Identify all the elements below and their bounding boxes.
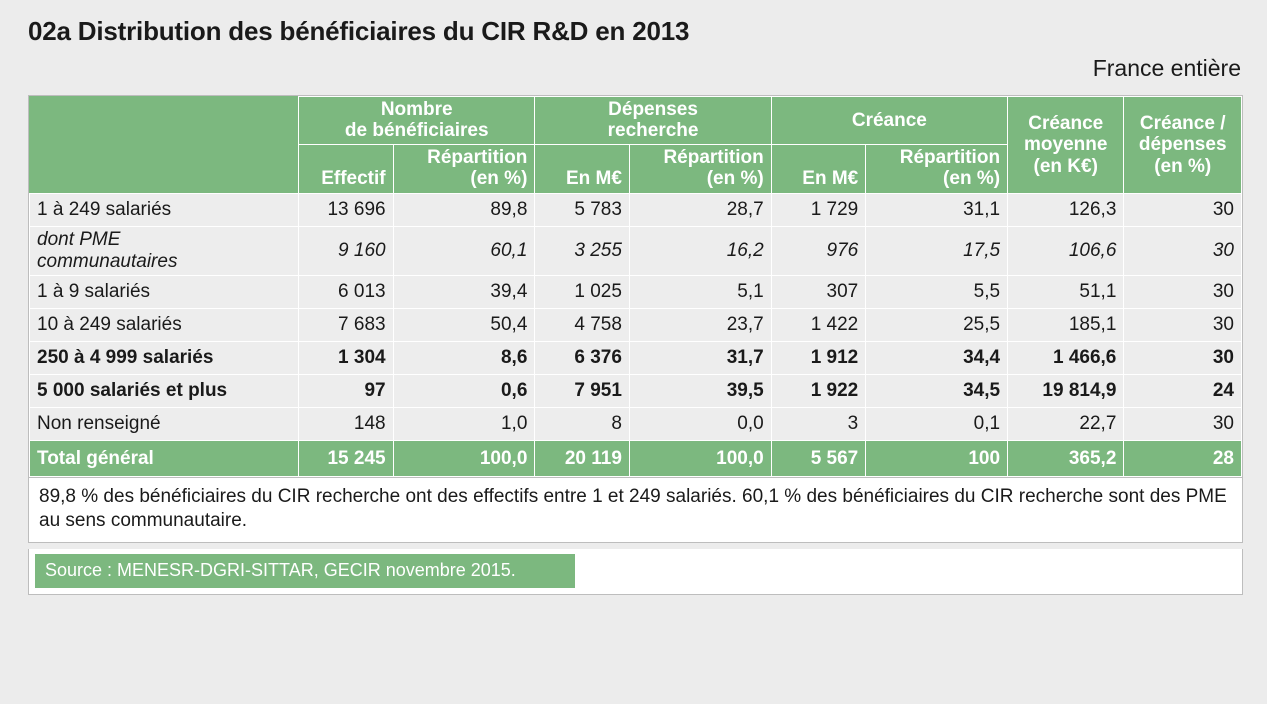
row-label [30,227,299,276]
cell-creance-me: 307 [771,276,866,309]
row-label: 1 à 249 salariés [30,194,299,227]
header-creance-moyenne-line1: Créance [1028,113,1104,135]
header-ratio-line2: dépenses [1138,134,1227,156]
total-effectif: 15 245 [299,441,394,477]
header-creance-moyenne-line3: (en K€) [1033,155,1098,177]
header-repartition-nombre-line1: Répartition [427,146,528,168]
cell-repartition-depenses: 23,7 [629,309,771,342]
header-creance-depenses-ratio [1124,97,1242,194]
cir-distribution-table [29,96,1242,477]
cell-effectif: 6 013 [299,276,394,309]
cell-creance-depenses: 30 [1124,309,1242,342]
header-repartition-nombre-line2: (en %) [470,167,528,189]
total-creance-moyenne: 365,2 [1008,441,1124,477]
cell-creance-depenses: 30 [1124,227,1242,276]
cell-repartition-depenses: 16,2 [629,227,771,276]
source-row [28,549,1243,595]
cell-repartition-creance: 34,5 [866,375,1008,408]
header-group-depenses [535,97,771,145]
cell-repartition-depenses: 39,5 [629,375,771,408]
cell-repartition-creance: 5,5 [866,276,1008,309]
cell-repartition-nombre: 50,4 [393,309,535,342]
cell-repartition-creance: 31,1 [866,194,1008,227]
cell-repartition-nombre: 89,8 [393,194,535,227]
header-creance-me: En M€ [771,144,866,194]
cell-repartition-nombre: 60,1 [393,227,535,276]
cell-creance-depenses: 30 [1124,276,1242,309]
cell-repartition-nombre: 1,0 [393,408,535,441]
cell-effectif: 13 696 [299,194,394,227]
cell-depenses-me: 3 255 [535,227,630,276]
header-repartition-nombre [393,144,535,194]
total-repartition-nombre: 100,0 [393,441,535,477]
table-row [30,194,1242,227]
cell-creance-depenses: 24 [1124,375,1242,408]
cell-effectif: 148 [299,408,394,441]
total-repartition-creance: 100 [866,441,1008,477]
cell-effectif: 7 683 [299,309,394,342]
table-row [30,276,1242,309]
table-head [30,97,1242,194]
cell-repartition-creance: 0,1 [866,408,1008,441]
table-body [30,194,1242,477]
table-row [30,408,1242,441]
cell-creance-moyenne: 185,1 [1008,309,1124,342]
header-group-creance: Créance [771,97,1007,145]
cell-repartition-nombre: 8,6 [393,342,535,375]
row-label: Non renseigné [30,408,299,441]
cell-repartition-nombre: 0,6 [393,375,535,408]
cell-creance-me: 1 729 [771,194,866,227]
header-empty-corner [30,97,299,194]
cell-creance-depenses: 30 [1124,408,1242,441]
header-repartition-creance [866,144,1008,194]
header-repartition-depenses [629,144,771,194]
cell-creance-depenses: 30 [1124,194,1242,227]
header-repartition-creance-line2: (en %) [943,167,1001,189]
cell-repartition-depenses: 5,1 [629,276,771,309]
cell-creance-me: 3 [771,408,866,441]
page-title: 02a Distribution des bénéficiaires du CIR R&D en 2013 [28,16,690,46]
row-label: 10 à 249 salariés [30,309,299,342]
cell-creance-me: 1 922 [771,375,866,408]
row-label-line1: dont PME [37,229,121,251]
row-label: 1 à 9 salariés [30,276,299,309]
cell-depenses-me: 5 783 [535,194,630,227]
cell-repartition-depenses: 28,7 [629,194,771,227]
scope-label: France entière [1092,55,1241,81]
cell-creance-me: 976 [771,227,866,276]
cell-depenses-me: 4 758 [535,309,630,342]
table-row [30,342,1242,375]
cell-creance-moyenne: 22,7 [1008,408,1124,441]
total-repartition-depenses: 100,0 [629,441,771,477]
header-row-groups [30,97,1242,145]
cell-repartition-creance: 17,5 [866,227,1008,276]
cell-creance-me: 1 422 [771,309,866,342]
header-repartition-depenses-line2: (en %) [706,167,764,189]
header-depenses-me: En M€ [535,144,630,194]
row-label-line2: communautaires [37,251,178,273]
header-group-depenses-line2: recherche [607,120,699,142]
header-creance-moyenne-line2: moyenne [1024,134,1108,156]
table-total-row [30,441,1242,477]
source-label: Source : MENESR-DGRI-SITTAR, GECIR novembre 2015. [35,554,575,588]
cell-repartition-creance: 34,4 [866,342,1008,375]
header-effectif: Effectif [299,144,394,194]
table-note: 89,8 % des bénéficiaires du CIR recherche ont des effectifs entre 1 et 249 salariés. 60,1 % des bénéficiaires du CIR recherche sont des PME au sens communautaire. [28,478,1243,543]
cell-repartition-creance: 25,5 [866,309,1008,342]
cell-depenses-me: 7 951 [535,375,630,408]
cell-effectif: 9 160 [299,227,394,276]
total-creance-me: 5 567 [771,441,866,477]
cell-repartition-depenses: 31,7 [629,342,771,375]
cell-depenses-me: 6 376 [535,342,630,375]
header-group-depenses-line1: Dépenses [608,99,698,120]
cell-creance-moyenne: 51,1 [1008,276,1124,309]
header-group-nombre [299,97,535,145]
header-group-nombre-line2: de bénéficiaires [344,120,489,142]
header-ratio-line3: (en %) [1154,155,1212,177]
header-ratio-line1: Créance / [1139,113,1226,135]
cell-creance-moyenne: 1 466,6 [1008,342,1124,375]
total-creance-depenses: 28 [1124,441,1242,477]
cell-effectif: 97 [299,375,394,408]
source-container [28,549,1243,595]
cell-creance-moyenne: 19 814,9 [1008,375,1124,408]
cell-repartition-nombre: 39,4 [393,276,535,309]
header-repartition-depenses-line1: Répartition [663,146,764,168]
table-row [30,375,1242,408]
header-creance-moyenne [1008,97,1124,194]
cell-effectif: 1 304 [299,342,394,375]
cell-creance-moyenne: 126,3 [1008,194,1124,227]
row-label: 250 à 4 999 salariés [30,342,299,375]
cell-repartition-depenses: 0,0 [629,408,771,441]
table-row [30,309,1242,342]
header-group-nombre-line1: Nombre [380,99,453,120]
cell-depenses-me: 8 [535,408,630,441]
header-repartition-creance-line1: Répartition [899,146,1001,168]
table-row [30,227,1242,276]
data-table-container [28,95,1243,478]
cell-creance-moyenne: 106,6 [1008,227,1124,276]
cell-creance-depenses: 30 [1124,342,1242,375]
total-depenses-me: 20 119 [535,441,630,477]
total-label: Total général [30,441,299,477]
cell-creance-me: 1 912 [771,342,866,375]
row-label: 5 000 salariés et plus [30,375,299,408]
cell-depenses-me: 1 025 [535,276,630,309]
